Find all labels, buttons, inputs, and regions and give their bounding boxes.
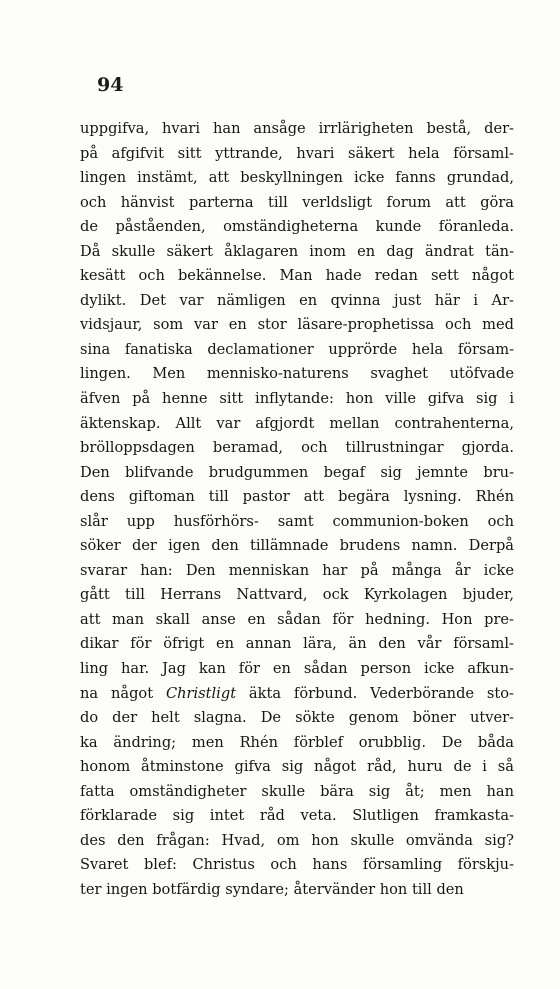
text-line: dens giftoman till pastor att begära lysning. Rhén	[80, 488, 514, 506]
text-line: de påståenden, omständigheterna kunde föranleda.	[80, 218, 514, 236]
text-line: gått till Herrans Nattvard, ock Kyrkolagen bjuder,	[80, 586, 514, 604]
text-line: na något Christligt äkta förbund. Vederbörande sto-	[80, 684, 514, 702]
text-line: fatta omständigheter skulle bära sig åt; men han	[80, 782, 514, 800]
text-line: Den blifvande brudgummen begaf sig jemnte bru-	[80, 463, 514, 481]
text-line: Då skulle säkert åklagaren inom en dag ändrat tän-	[80, 242, 514, 260]
text-line: slår upp husförhörs- samt communion-boken och	[80, 512, 514, 530]
text-line: lingen instämt, att beskyllningen icke fanns grundad,	[80, 169, 514, 187]
text-line: kesätt och bekännelse. Man hade redan sett något	[80, 267, 514, 285]
text-line: des den frågan: Hvad, om hon skulle omvända sig?	[80, 831, 514, 849]
body-text	[80, 117, 514, 903]
text-line: uppgifva, hvari han ansåge irrläriɡheten bestå, der-	[80, 120, 514, 137]
text-line: dylikt. Det var nämligen en qvinna just här i Ar-	[80, 291, 514, 309]
text-line: svarar han: Den menniskan har på många år icke	[80, 561, 514, 579]
text-line: sina fanatiska declamationer upprörde hela försam-	[80, 340, 514, 358]
text-line: lingen. Men mennisko-naturens svaghet utöfvade	[80, 365, 514, 383]
text-line: förklarade sig intet råd veta. Slutligen framkasta-	[80, 807, 514, 825]
text-line: do der helt slagna. De sökte genom böner utver-	[80, 709, 514, 727]
text-line: ka ändring; men Rhén förblef orubblig. De båda	[80, 733, 514, 751]
text-line: på afgifvit sitt yttrande, hvari säkert hela församl-	[80, 144, 514, 162]
text-line: honom åtminstone gifva sig något råd, huru de i så	[80, 758, 514, 776]
text-line: att man skall anse en sådan för hedning. Hon pre-	[80, 610, 514, 628]
text-line: äfven på henne sitt inflytande: hon ville gifva sig i	[80, 390, 514, 408]
text-line: och hänvist parterna till verldsligt forum att göra	[80, 193, 514, 211]
italic-text: Christligt	[165, 684, 237, 702]
text-line: ter ingen botfärdig syndare; återvänder hon till den	[80, 880, 464, 898]
text-line: Svaret blef: Christus och hans församling förskju-	[80, 856, 514, 874]
text-line: ling har. Jag kan för en sådan person icke afkun-	[80, 660, 514, 678]
text-line: brölloppsdagen beramad, och tillrustningar gjorda.	[80, 439, 514, 457]
page-number: 94	[97, 74, 124, 96]
text-line: söker der igen den tillämnade brudens namn. Derpå	[80, 537, 514, 555]
text-line: vidsjaur, som var en stor läsare-prophetissa och med	[80, 316, 514, 334]
text-line: äktenskap. Allt var afgjordt mellan contrahenterna,	[80, 414, 514, 432]
text-line: dikar för öfrigt en annan lära, än den vår församl-	[80, 635, 514, 653]
